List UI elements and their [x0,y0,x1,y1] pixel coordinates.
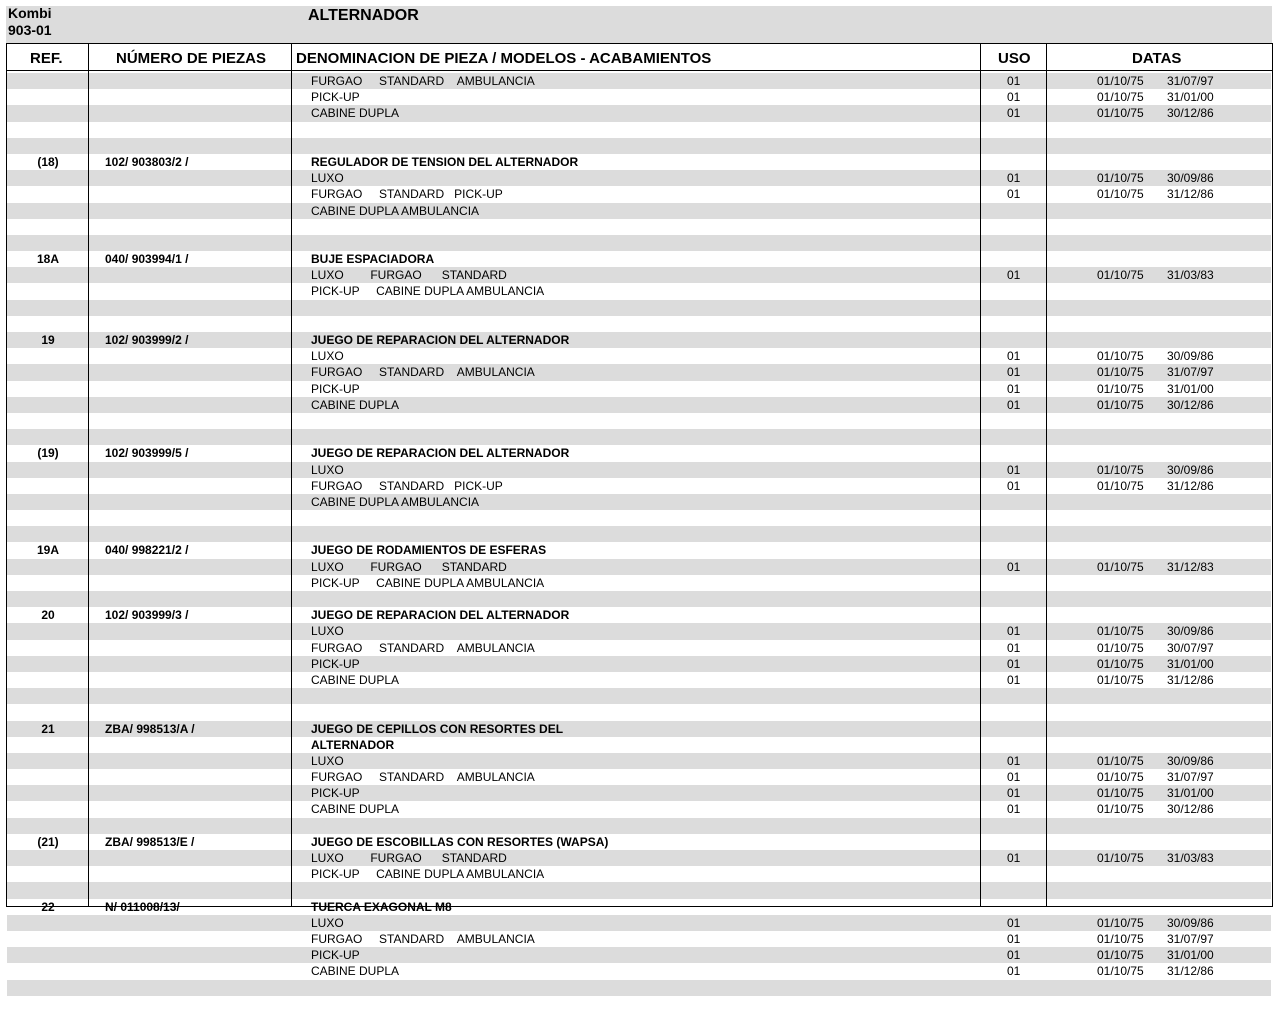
date-from-cell: 01/10/75 [1097,802,1144,817]
uso-cell: 01 [1007,397,1021,412]
date-from-cell: 01/10/75 [1097,656,1144,671]
table-row [7,899,1271,915]
ref-cell: (21) [37,834,59,849]
description-cell: FURGAO STANDARD AMBULANCIA [311,640,535,655]
description-cell: PICK-UP CABINE DUPLA AMBULANCIA [311,867,545,882]
date-from-cell: 01/10/75 [1097,478,1144,493]
model-code: 903-01 [8,22,52,38]
table-row [7,704,1271,720]
header-band [6,6,1272,43]
table-row [7,931,1271,947]
uso-cell: 01 [1007,656,1021,671]
column-divider [291,43,292,907]
description-cell: PICK-UP [311,90,360,105]
table-row [7,915,1271,931]
date-from-cell: 01/10/75 [1097,171,1144,186]
part-number-cell: 040/ 998221/2 / [105,543,189,558]
part-number-cell: ZBA/ 998513/A / [105,721,195,736]
table-row [7,494,1271,510]
uso-cell: 01 [1007,381,1021,396]
ref-cell: (18) [37,154,59,169]
description-cell: LUXO FURGAO STANDARD [311,268,507,283]
description-cell: JUEGO DE REPARACION DEL ALTERNADOR [311,333,570,347]
column-header-row [6,43,1272,71]
table-row [7,591,1271,607]
date-to-cell: 31/03/83 [1167,268,1214,283]
column-divider [1046,43,1047,907]
description-cell: PICK-UP CABINE DUPLA AMBULANCIA [311,284,545,299]
table-row [7,947,1271,963]
uso-cell: 01 [1007,851,1021,865]
description-cell: JUEGO DE ESCOBILLAS CON RESORTES (WAPSA) [311,834,609,849]
table-row [7,462,1271,478]
description-cell: JUEGO DE REPARACION DEL ALTERNADOR [311,608,570,623]
uso-cell: 01 [1007,106,1021,121]
date-to-cell: 30/09/86 [1167,171,1214,186]
date-from-cell: 01/10/75 [1097,74,1144,88]
date-from-cell: 01/10/75 [1097,640,1144,655]
table-row [7,672,1271,688]
table-row [7,656,1271,672]
uso-cell: 01 [1007,770,1021,785]
table-row [7,332,1271,348]
uso-cell: 01 [1007,171,1021,186]
uso-cell: 01 [1007,672,1021,687]
date-to-cell: 31/12/86 [1167,187,1214,202]
uso-cell: 01 [1007,915,1021,930]
table-row [7,267,1271,283]
description-cell: LUXO FURGAO STANDARD [311,851,507,865]
date-to-cell: 31/07/97 [1167,365,1214,380]
description-cell: LUXO [311,349,344,364]
table-row [7,850,1271,866]
date-to-cell: 31/12/86 [1167,672,1214,687]
parts-table-body [7,73,1271,1012]
description-cell: PICK-UP [311,656,360,671]
table-row [7,122,1271,138]
table-row [7,623,1271,639]
column-divider [980,43,981,907]
date-from-cell: 01/10/75 [1097,624,1144,639]
uso-cell: 01 [1007,349,1021,364]
table-row [7,510,1271,526]
date-from-cell: 01/10/75 [1097,365,1144,380]
description-cell: LUXO [311,753,344,768]
uso-cell: 01 [1007,90,1021,105]
table-row [7,348,1271,364]
table-row [7,445,1271,461]
table-row [7,753,1271,769]
description-cell: FURGAO STANDARD AMBULANCIA [311,931,535,946]
date-to-cell: 31/01/00 [1167,948,1214,963]
table-row [7,818,1271,834]
date-to-cell: 30/09/86 [1167,349,1214,364]
ref-cell: 22 [41,899,55,914]
ref-cell: 19 [41,333,55,347]
uso-cell: 01 [1007,74,1021,88]
uso-cell: 01 [1007,478,1021,493]
description-cell: CABINE DUPLA [311,964,400,979]
table-row [7,300,1271,316]
date-from-cell: 01/10/75 [1097,786,1144,801]
table-row [7,542,1271,558]
description-cell: ALTERNADOR [311,737,395,752]
date-to-cell: 31/12/83 [1167,559,1214,574]
date-from-cell: 01/10/75 [1097,851,1144,865]
date-from-cell: 01/10/75 [1097,559,1144,574]
ref-cell: 18A [36,252,59,267]
uso-cell: 01 [1007,462,1021,477]
date-to-cell: 30/09/86 [1167,753,1214,768]
part-number-cell: 102/ 903803/2 / [105,154,189,169]
column-divider [88,43,89,907]
uso-cell: 01 [1007,365,1021,380]
table-row [7,219,1271,235]
table-row [7,866,1271,882]
date-from-cell: 01/10/75 [1097,397,1144,412]
description-cell: JUEGO DE REPARACION DEL ALTERNADOR [311,446,570,461]
table-row [7,251,1271,267]
table-row [7,316,1271,332]
date-to-cell: 31/01/00 [1167,90,1214,105]
uso-cell: 01 [1007,948,1021,963]
uso-cell: 01 [1007,187,1021,202]
part-number-cell: N/ 011008/13/ [105,899,180,914]
table-row [7,882,1271,898]
uso-cell: 01 [1007,964,1021,979]
description-cell: FURGAO STANDARD AMBULANCIA [311,365,535,380]
ref-cell: 21 [41,721,55,736]
description-cell: FURGAO STANDARD PICK-UP [311,187,503,202]
table-row [7,397,1271,413]
ref-cell: (19) [37,446,59,461]
table-row [7,607,1271,623]
dates-column-header: DATAS [1132,50,1182,67]
description-cell: CABINE DUPLA AMBULANCIA [311,203,480,218]
part-number-column-header: NÚMERO DE PIEZAS [116,50,267,67]
date-to-cell: 30/07/97 [1167,640,1214,655]
description-cell: JUEGO DE CEPILLOS CON RESORTES DEL [311,721,564,736]
description-cell: FURGAO STANDARD PICK-UP [311,478,503,493]
date-from-cell: 01/10/75 [1097,106,1144,121]
uso-column-header: USO [998,50,1031,67]
date-to-cell: 30/12/86 [1167,802,1214,817]
table-row [7,235,1271,251]
table-row [7,688,1271,704]
table-row [7,138,1271,154]
date-from-cell: 01/10/75 [1097,915,1144,930]
date-from-cell: 01/10/75 [1097,349,1144,364]
table-row [7,478,1271,494]
table-row [7,170,1271,186]
date-from-cell: 01/10/75 [1097,931,1144,946]
uso-cell: 01 [1007,268,1021,283]
date-from-cell: 01/10/75 [1097,268,1144,283]
date-to-cell: 31/07/97 [1167,931,1214,946]
date-from-cell: 01/10/75 [1097,948,1144,963]
description-cell: PICK-UP [311,948,360,963]
description-cell: CABINE DUPLA [311,672,400,687]
ref-cell: 19A [36,543,59,558]
table-row [7,154,1271,170]
table-row [7,575,1271,591]
part-number-cell: 040/ 903994/1 / [105,252,189,267]
date-to-cell: 30/09/86 [1167,915,1214,930]
description-cell: LUXO [311,171,344,186]
table-row [7,89,1271,105]
table-row [7,834,1271,850]
description-cell: PICK-UP [311,786,360,801]
description-cell: LUXO [311,624,344,639]
uso-cell: 01 [1007,802,1021,817]
date-to-cell: 31/01/00 [1167,381,1214,396]
description-cell: PICK-UP [311,381,360,396]
uso-cell: 01 [1007,931,1021,946]
table-row [7,413,1271,429]
description-cell: LUXO [311,462,344,477]
table-row [7,283,1271,299]
description-cell: LUXO FURGAO STANDARD [311,559,507,574]
date-from-cell: 01/10/75 [1097,90,1144,105]
page-title: ALTERNADOR [308,7,419,24]
date-to-cell: 31/07/97 [1167,74,1214,88]
date-from-cell: 01/10/75 [1097,187,1144,202]
table-row [7,721,1271,737]
table-row [7,186,1271,202]
uso-cell: 01 [1007,640,1021,655]
model-label: Kombi [8,5,52,21]
ref-column-header: REF. [30,50,63,67]
description-cell: FURGAO STANDARD AMBULANCIA [311,74,535,88]
date-to-cell: 31/12/86 [1167,478,1214,493]
description-cell: CABINE DUPLA AMBULANCIA [311,494,480,509]
description-cell: PICK-UP CABINE DUPLA AMBULANCIA [311,575,545,590]
part-number-cell: ZBA/ 998513/E / [105,834,195,849]
description-cell: CABINE DUPLA [311,802,400,817]
date-from-cell: 01/10/75 [1097,462,1144,477]
table-row [7,640,1271,656]
table-row [7,801,1271,817]
table-row [7,980,1271,996]
part-number-cell: 102/ 903999/2 / [105,333,189,347]
date-to-cell: 31/12/86 [1167,964,1214,979]
date-to-cell: 30/09/86 [1167,462,1214,477]
description-cell: JUEGO DE RODAMIENTOS DE ESFERAS [311,543,547,558]
date-from-cell: 01/10/75 [1097,964,1144,979]
table-row [7,785,1271,801]
date-to-cell: 31/01/00 [1167,786,1214,801]
date-from-cell: 01/10/75 [1097,770,1144,785]
table-row [7,737,1271,753]
date-from-cell: 01/10/75 [1097,753,1144,768]
date-from-cell: 01/10/75 [1097,381,1144,396]
description-cell: LUXO [311,915,344,930]
table-row [7,526,1271,542]
description-cell: CABINE DUPLA [311,106,400,121]
date-to-cell: 31/01/00 [1167,656,1214,671]
table-row [7,559,1271,575]
uso-cell: 01 [1007,559,1021,574]
date-from-cell: 01/10/75 [1097,672,1144,687]
table-row [7,105,1271,121]
uso-cell: 01 [1007,753,1021,768]
date-to-cell: 30/12/86 [1167,397,1214,412]
date-to-cell: 31/07/97 [1167,770,1214,785]
table-row [7,203,1271,219]
table-row [7,429,1271,445]
date-to-cell: 31/03/83 [1167,851,1214,865]
description-cell: REGULADOR DE TENSION DEL ALTERNADOR [311,154,579,169]
table-row [7,364,1271,380]
uso-cell: 01 [1007,786,1021,801]
table-row [7,381,1271,397]
date-to-cell: 30/09/86 [1167,624,1214,639]
table-row [7,963,1271,979]
date-to-cell: 30/12/86 [1167,106,1214,121]
description-cell: TUERCA EXAGONAL M8 [311,899,452,914]
description-column-header: DENOMINACION DE PIEZA / MODELOS - ACABAMIENTOS [296,50,712,67]
description-cell: FURGAO STANDARD AMBULANCIA [311,770,535,785]
description-cell: BUJE ESPACIADORA [311,252,435,267]
table-row [7,769,1271,785]
ref-cell: 20 [41,608,55,623]
uso-cell: 01 [1007,624,1021,639]
part-number-cell: 102/ 903999/5 / [105,446,189,461]
table-row [7,73,1271,89]
part-number-cell: 102/ 903999/3 / [105,608,189,623]
description-cell: CABINE DUPLA [311,397,400,412]
table-row [7,996,1271,1012]
